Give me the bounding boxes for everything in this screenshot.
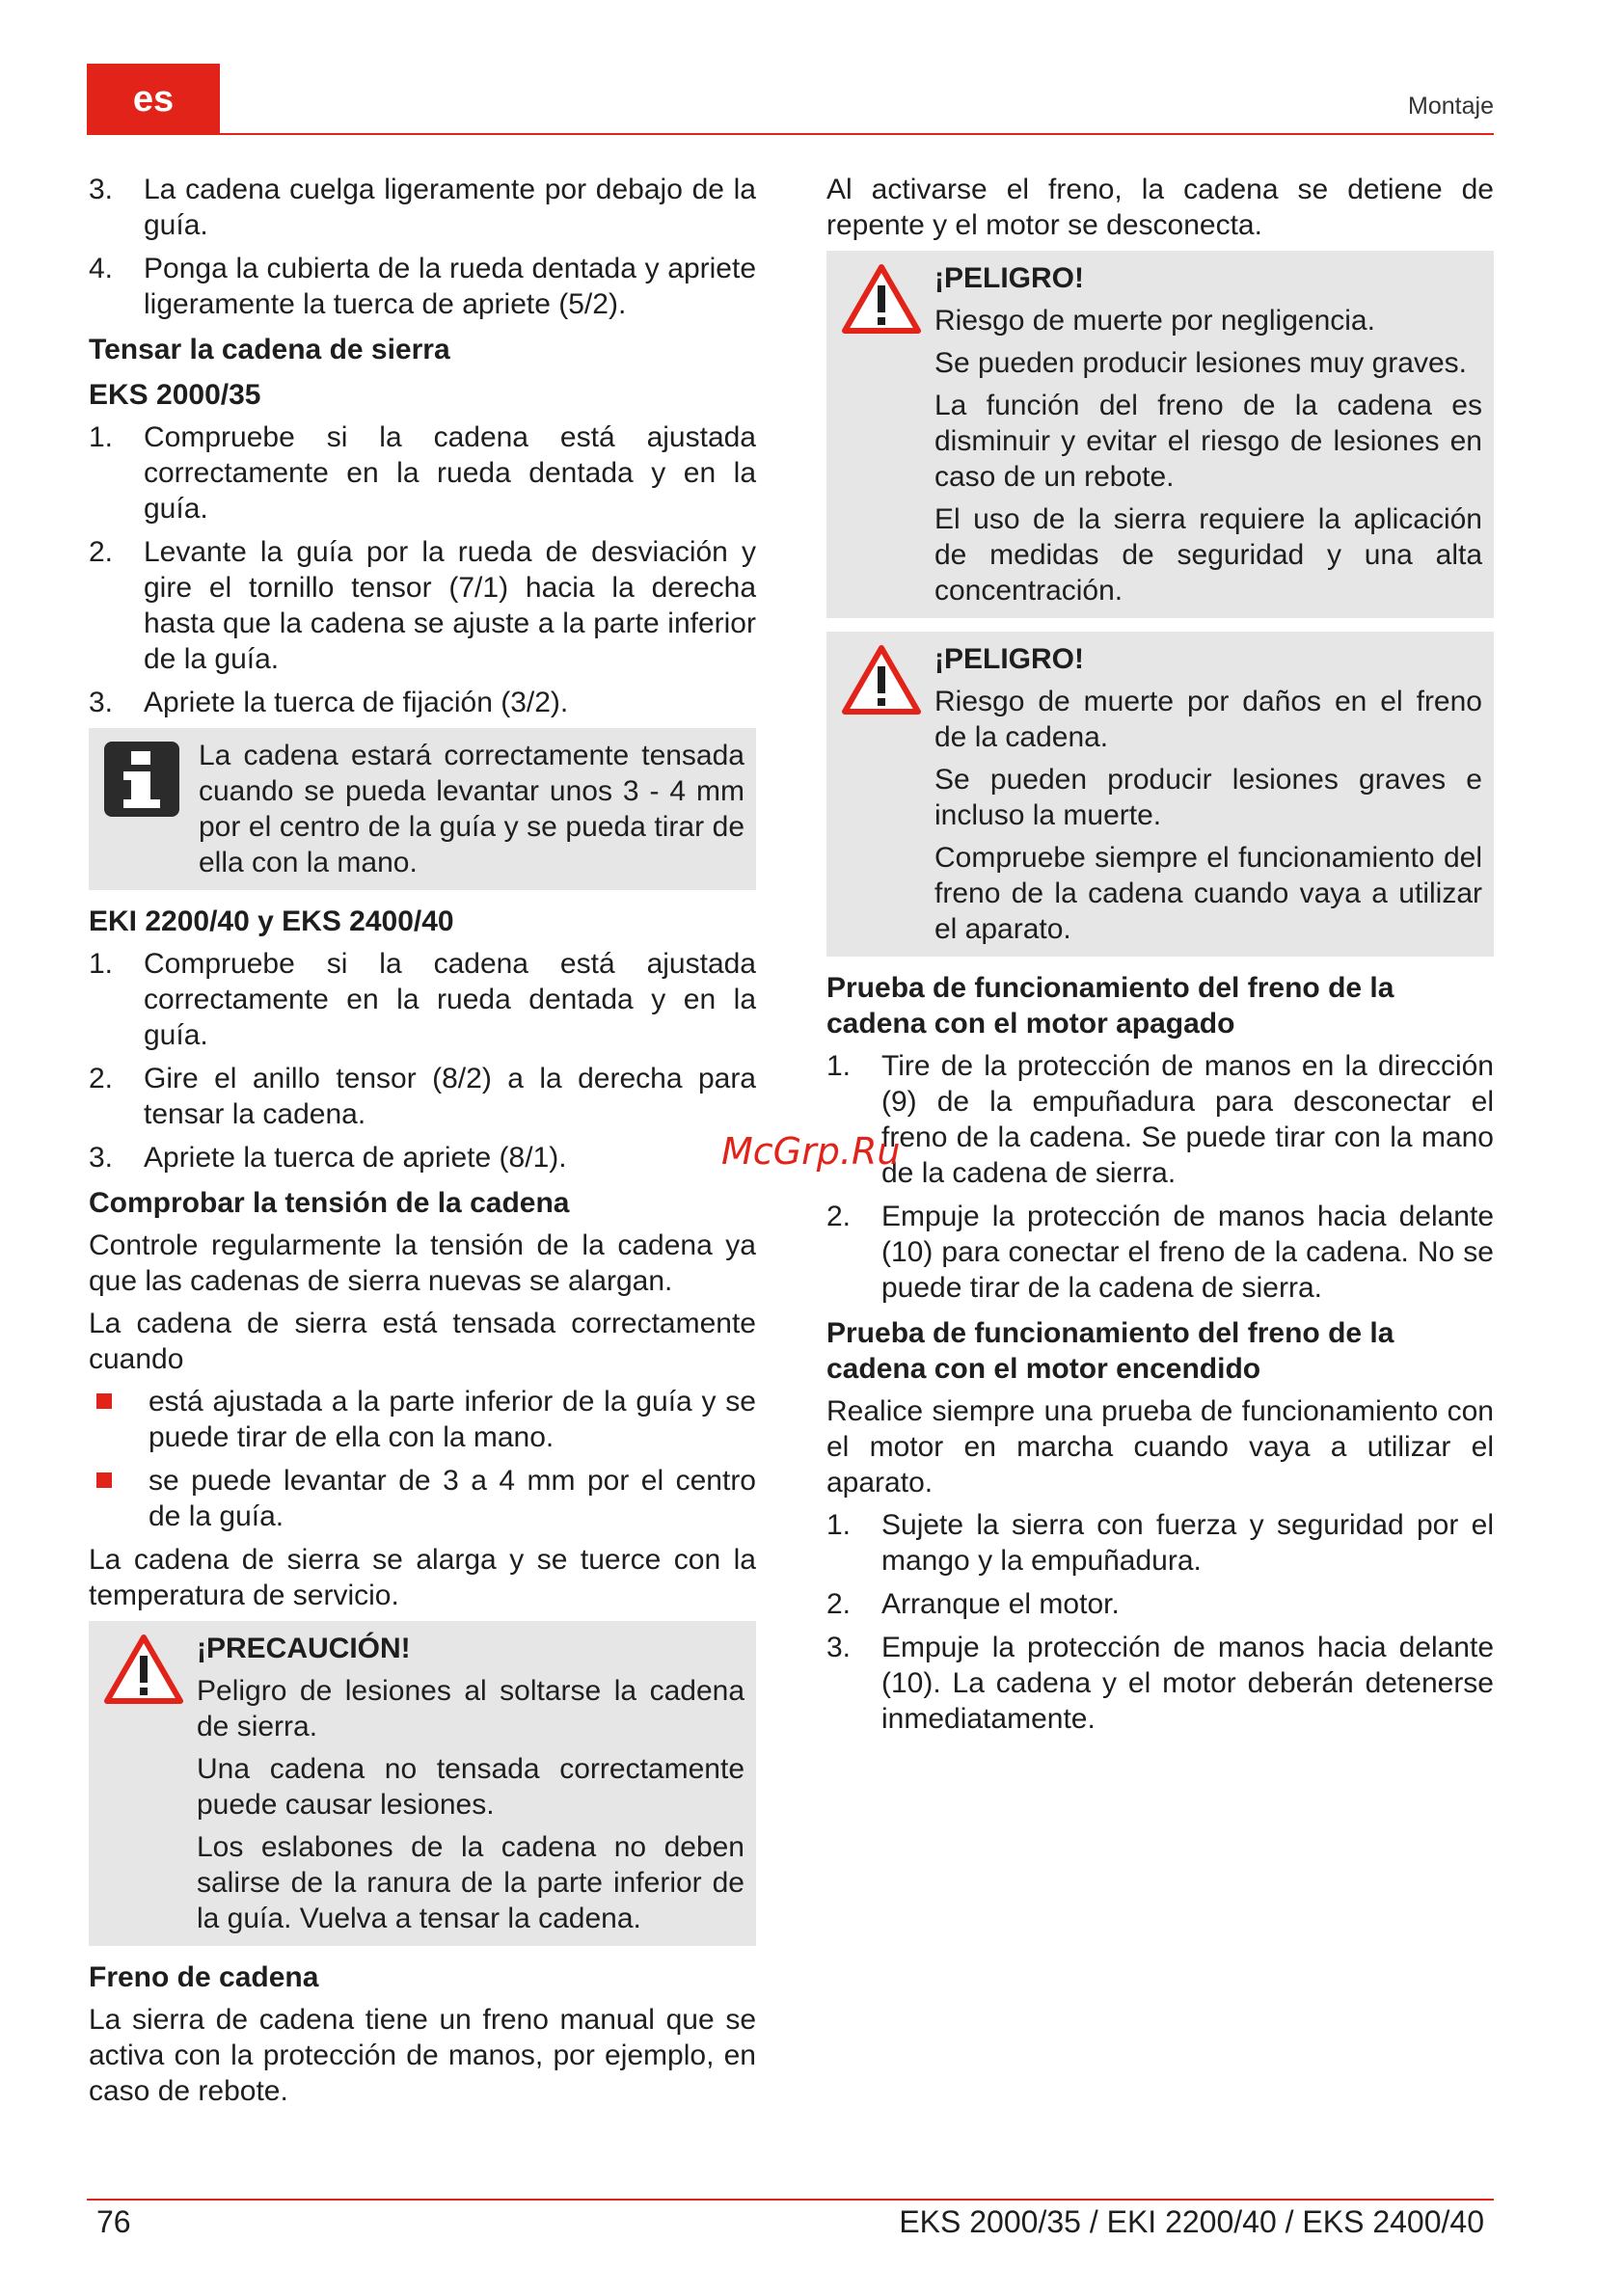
caution-box	[89, 1621, 756, 1946]
heading-apagado: Prueba de funcionamiento del freno de la cadena con el motor apagado	[826, 972, 1394, 1040]
caution-text: Peligro de lesiones al soltarse la cadena de sierra.	[197, 1675, 744, 1742]
list-item: está ajustada a la parte inferior de la guía y se puede tirar de ella con la mano.	[89, 1384, 756, 1455]
paragraph: Realice siempre una prueba de funcionamiento con el motor en marcha cuando vaya a utilizar el aparato.	[826, 1395, 1494, 1499]
caution-text: Una cadena no tensada correctamente puede causar lesiones.	[197, 1753, 744, 1821]
paragraph: La cadena de sierra se alarga y se tuerce con la temperatura de servicio.	[89, 1544, 756, 1611]
info-icon	[102, 740, 181, 827]
list-chain-fitting	[89, 172, 756, 322]
list-item: 1. Tire de la protección de manos en la dirección (9) de la empuñadura para desconectar el freno de la cadena. Se puede tirar con la mano de la cadena de sierra.	[826, 1050, 1494, 1189]
heading-eks2000: EKS 2000/35	[89, 379, 261, 411]
page-number: 76	[96, 2204, 131, 2239]
danger-text: La función del freno de la cadena es disminuir y evitar el riesgo de lesiones en caso de un rebote.	[934, 390, 1482, 493]
list-item: 3. Empuje la protección de manos hacia delante (10). La cadena y el motor deberán detenerse inmediatamente.	[826, 1632, 1494, 1735]
list-encendido-steps	[826, 1507, 1494, 1737]
list-item: 3. Apriete la tuerca de apriete (8/1).	[89, 1142, 567, 1174]
list-item: 1. Compruebe si la cadena está ajustada correctamente en la rueda dentada y en la guía.	[89, 421, 756, 525]
heading-freno: Freno de cadena	[89, 1961, 319, 1993]
heading-eki: EKI 2200/40 y EKS 2400/40	[89, 905, 454, 937]
header-rule	[87, 133, 1494, 135]
list-eks2000-steps	[89, 419, 756, 720]
paragraph: La cadena de sierra está tensada correctamente cuando	[89, 1308, 756, 1375]
left-column	[89, 172, 756, 2116]
list-item: se puede levantar de 3 a 4 mm por el centro de la guía.	[89, 1463, 756, 1534]
danger-box	[826, 632, 1494, 957]
danger-title: ¡PELIGRO!	[934, 643, 1084, 675]
heading-comprobar: Comprobar la tensión de la cadena	[89, 1187, 570, 1219]
bullet-square-icon	[96, 1472, 112, 1488]
danger-box	[826, 251, 1494, 618]
footer-models: EKS 2000/35 / EKI 2200/40 / EKS 2400/40	[899, 2204, 1484, 2239]
paragraph: La sierra de cadena tiene un freno manual que se activa con la protección de manos, por ejemplo, en caso de rebote.	[89, 2004, 756, 2107]
list-item: 3. Apriete la tuerca de fijación (3/2).	[89, 687, 569, 718]
warning-triangle-icon	[840, 262, 923, 344]
info-text: La cadena estará correctamente tensada cuando se pueda levantar unos 3 - 4 mm por el centro de la guía y se pueda tirar de ella con la mano.	[199, 740, 744, 878]
warning-triangle-icon	[840, 643, 923, 725]
danger-text: Riesgo de muerte por negligencia.	[934, 305, 1375, 337]
danger-text: Se pueden producir lesiones muy graves.	[934, 347, 1467, 379]
list-item: 2. Empuje la protección de manos hacia delante (10) para conectar el freno de la cadena. No se puede tirar de la cadena de sierra.	[826, 1201, 1494, 1304]
danger-text: Riesgo de muerte por daños en el freno de la cadena.	[934, 686, 1482, 753]
list-apagado-steps	[826, 1048, 1494, 1306]
language-tab: es	[87, 64, 220, 135]
danger-text: Se pueden producir lesiones graves e incluso la muerte.	[934, 764, 1482, 831]
list-item: 1. Compruebe si la cadena está ajustada correctamente en la rueda dentada y en la guía.	[89, 948, 756, 1051]
right-column	[826, 172, 1494, 1744]
danger-text: El uso de la sierra requiere la aplicación de medidas de seguridad y una alta concentración.	[934, 503, 1482, 607]
list-item: 2. Arranque el motor.	[826, 1588, 1120, 1620]
info-note	[89, 728, 756, 890]
section-title: Montaje	[1408, 93, 1494, 120]
danger-text: Compruebe siempre el funcionamiento del freno de la cadena cuando vaya a utilizar el aparato.	[934, 842, 1482, 945]
danger-title: ¡PELIGRO!	[934, 262, 1084, 294]
list-item: 1. Sujete la sierra con fuerza y seguridad por el mango y la empuñadura.	[826, 1509, 1494, 1577]
list-item: 4. Ponga la cubierta de la rueda dentada y apriete ligeramente la tuerca de apriete (5/2).	[89, 253, 756, 320]
footer-rule	[87, 2199, 1494, 2201]
bullet-list	[89, 1384, 756, 1534]
list-eki-steps	[89, 946, 756, 1175]
list-item: 2. Levante la guía por la rueda de desviación y gire el tornillo tensor (7/1) hacia la derecha hasta que la cadena se ajuste a la parte inferior de la guía.	[89, 536, 756, 675]
warning-triangle-icon	[102, 1633, 185, 1715]
watermark: McGrp.Ru	[721, 1130, 901, 1173]
bullet-square-icon	[96, 1393, 112, 1409]
list-item: 3. La cadena cuelga ligeramente por debajo de la guía.	[89, 174, 756, 241]
paragraph: Al activarse el freno, la cadena se detiene de repente y el motor se desconecta.	[826, 174, 1494, 241]
heading-tensar: Tensar la cadena de sierra	[89, 334, 450, 365]
list-item: 2. Gire el anillo tensor (8/2) a la derecha para tensar la cadena.	[89, 1063, 756, 1130]
heading-encendido: Prueba de funcionamiento del freno de la cadena con el motor encendido	[826, 1317, 1394, 1385]
caution-title: ¡PRECAUCIÓN!	[197, 1633, 411, 1664]
paragraph: Controle regularmente la tensión de la cadena ya que las cadenas de sierra nuevas se alargan.	[89, 1229, 756, 1297]
caution-text: Los eslabones de la cadena no deben salirse de la ranura de la parte inferior de la guía. Vuelva a tensar la cadena.	[197, 1831, 744, 1934]
